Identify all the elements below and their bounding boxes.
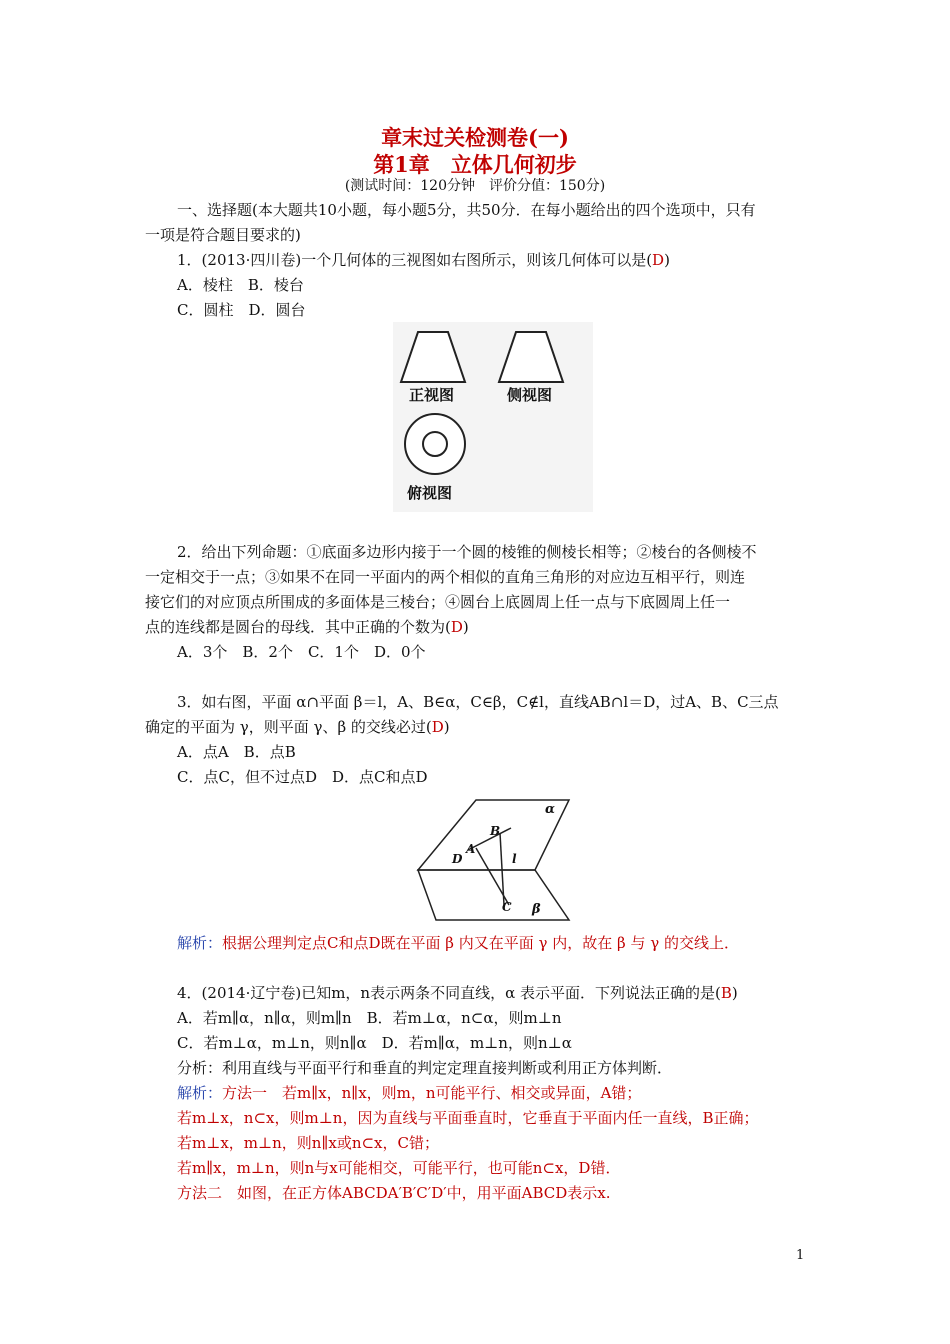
- q4-solution-line1: 解析：方法一 若m∥x，n∥x，则m，n可能平行、相交或异面，A错；: [177, 1084, 642, 1102]
- q3-line2: 确定的平面为 γ，则平面 γ、β 的交线必过(D): [145, 718, 450, 736]
- q3-options-ab: A．点A B．点B: [177, 743, 296, 761]
- doc-title: 章末过关检测卷(一): [381, 125, 569, 150]
- q1-stem: 1．(2013·四川卷)一个几何体的三视图如右图所示，则该几何体可以是(D): [177, 251, 670, 269]
- front-view-trapezoid: [401, 332, 465, 382]
- q2-line4: 点的连线都是圆台的母线．其中正确的个数为(D): [145, 618, 469, 636]
- q2-line1: 2．给出下列命题：①底面多边形内接于一个圆的棱锥的侧棱长相等；②棱台的各侧棱不: [177, 543, 757, 561]
- q1-options-cd: C．圆柱 D．圆台: [177, 301, 306, 319]
- q2-answer: D: [450, 618, 463, 636]
- top-view-label: 俯视图: [407, 484, 453, 502]
- q3-solution: 解析：根据公理判定点C和点D既在平面 β 内又在平面 γ 内，故在 β 与 γ 的交线上．: [177, 934, 739, 952]
- label-point-c: C: [502, 900, 512, 914]
- section-heading-line1: 一、选择题(本大题共10小题，每小题5分，共50分．在每小题给出的四个选项中，只有: [177, 201, 756, 219]
- q4-solution-line4: 若m∥x，m⊥n，则n与x可能相交，可能平行，也可能n⊂x，D错．: [177, 1159, 621, 1177]
- label-point-d: D: [452, 852, 463, 866]
- label-point-b: B: [490, 824, 501, 838]
- q4-solution-label: 解析：: [177, 1084, 223, 1102]
- front-view-label: 正视图: [409, 386, 455, 404]
- q4-options-ab: A．若m∥α，n∥α，则m∥n B．若m⊥α，n⊂α，则m⊥n: [177, 1009, 562, 1027]
- side-view-trapezoid: [499, 332, 563, 382]
- q3-solution-label: 解析：: [177, 934, 223, 952]
- chapter-title: 第1章 立体几何初步: [373, 152, 577, 177]
- q2-line3: 接它们的对应顶点所围成的多面体是三棱台；④圆台上底圆周上任一点与下底圆周上任一: [145, 593, 731, 611]
- q4-options-cd: C．若m⊥α，m⊥n，则n∥α D．若m∥α，m⊥n，则n⊥α: [177, 1034, 572, 1052]
- section-heading-line2: 一项是符合题目要求的): [145, 226, 301, 244]
- q2-line2: 一定相交于一点；③如果不在同一平面内的两个相似的直角三角形的对应边互相平行，则连: [145, 568, 746, 586]
- top-view-inner-circle: [423, 432, 447, 456]
- q1-answer: D: [652, 251, 665, 269]
- q4-solution-line3: 若m⊥x，m⊥n，则n∥x或n⊂x，C错；: [177, 1134, 439, 1152]
- q2-options: A．3个 B．2个 C．1个 D．0个: [177, 643, 426, 661]
- page-number: 1: [796, 1248, 805, 1263]
- label-beta: β: [532, 902, 541, 917]
- label-point-a: A: [466, 842, 476, 856]
- label-alpha: α: [545, 802, 556, 817]
- q4-solution-line2: 若m⊥x，n⊂x，则m⊥n，因为直线与平面垂直时，它垂直于平面内任一直线，B正确；: [177, 1109, 759, 1127]
- planes-figure: [416, 798, 571, 922]
- q4-analysis: 分析：利用直线与平面平行和垂直的判定定理直接判断或利用正方体判断．: [177, 1059, 673, 1077]
- q3-options-cd: C．点C，但不过点D D．点C和点D: [177, 768, 428, 786]
- three-view-figure: [393, 322, 593, 512]
- label-line-l: l: [512, 852, 517, 866]
- side-view-label: 侧视图: [507, 386, 553, 404]
- q3-line1: 3．如右图，平面 α∩平面 β＝l，A、B∈α，C∈β，C∉l，直线AB∩l＝D，过A、B、C三点: [177, 693, 779, 711]
- test-meta: (测试时间：120分钟 评价分值：150分): [344, 178, 606, 194]
- q1-options-ab: A．棱柱 B．棱台: [177, 276, 304, 294]
- q4-solution-line5: 方法二 如图，在正方体ABCDA′B′C′D′中，用平面ABCD表示x.: [177, 1184, 611, 1202]
- q4-answer: B: [720, 984, 732, 1002]
- q4-stem: 4．(2014·辽宁卷)已知m，n表示两条不同直线，α 表示平面．下列说法正确的是(B): [177, 984, 738, 1002]
- q3-answer: D: [431, 718, 444, 736]
